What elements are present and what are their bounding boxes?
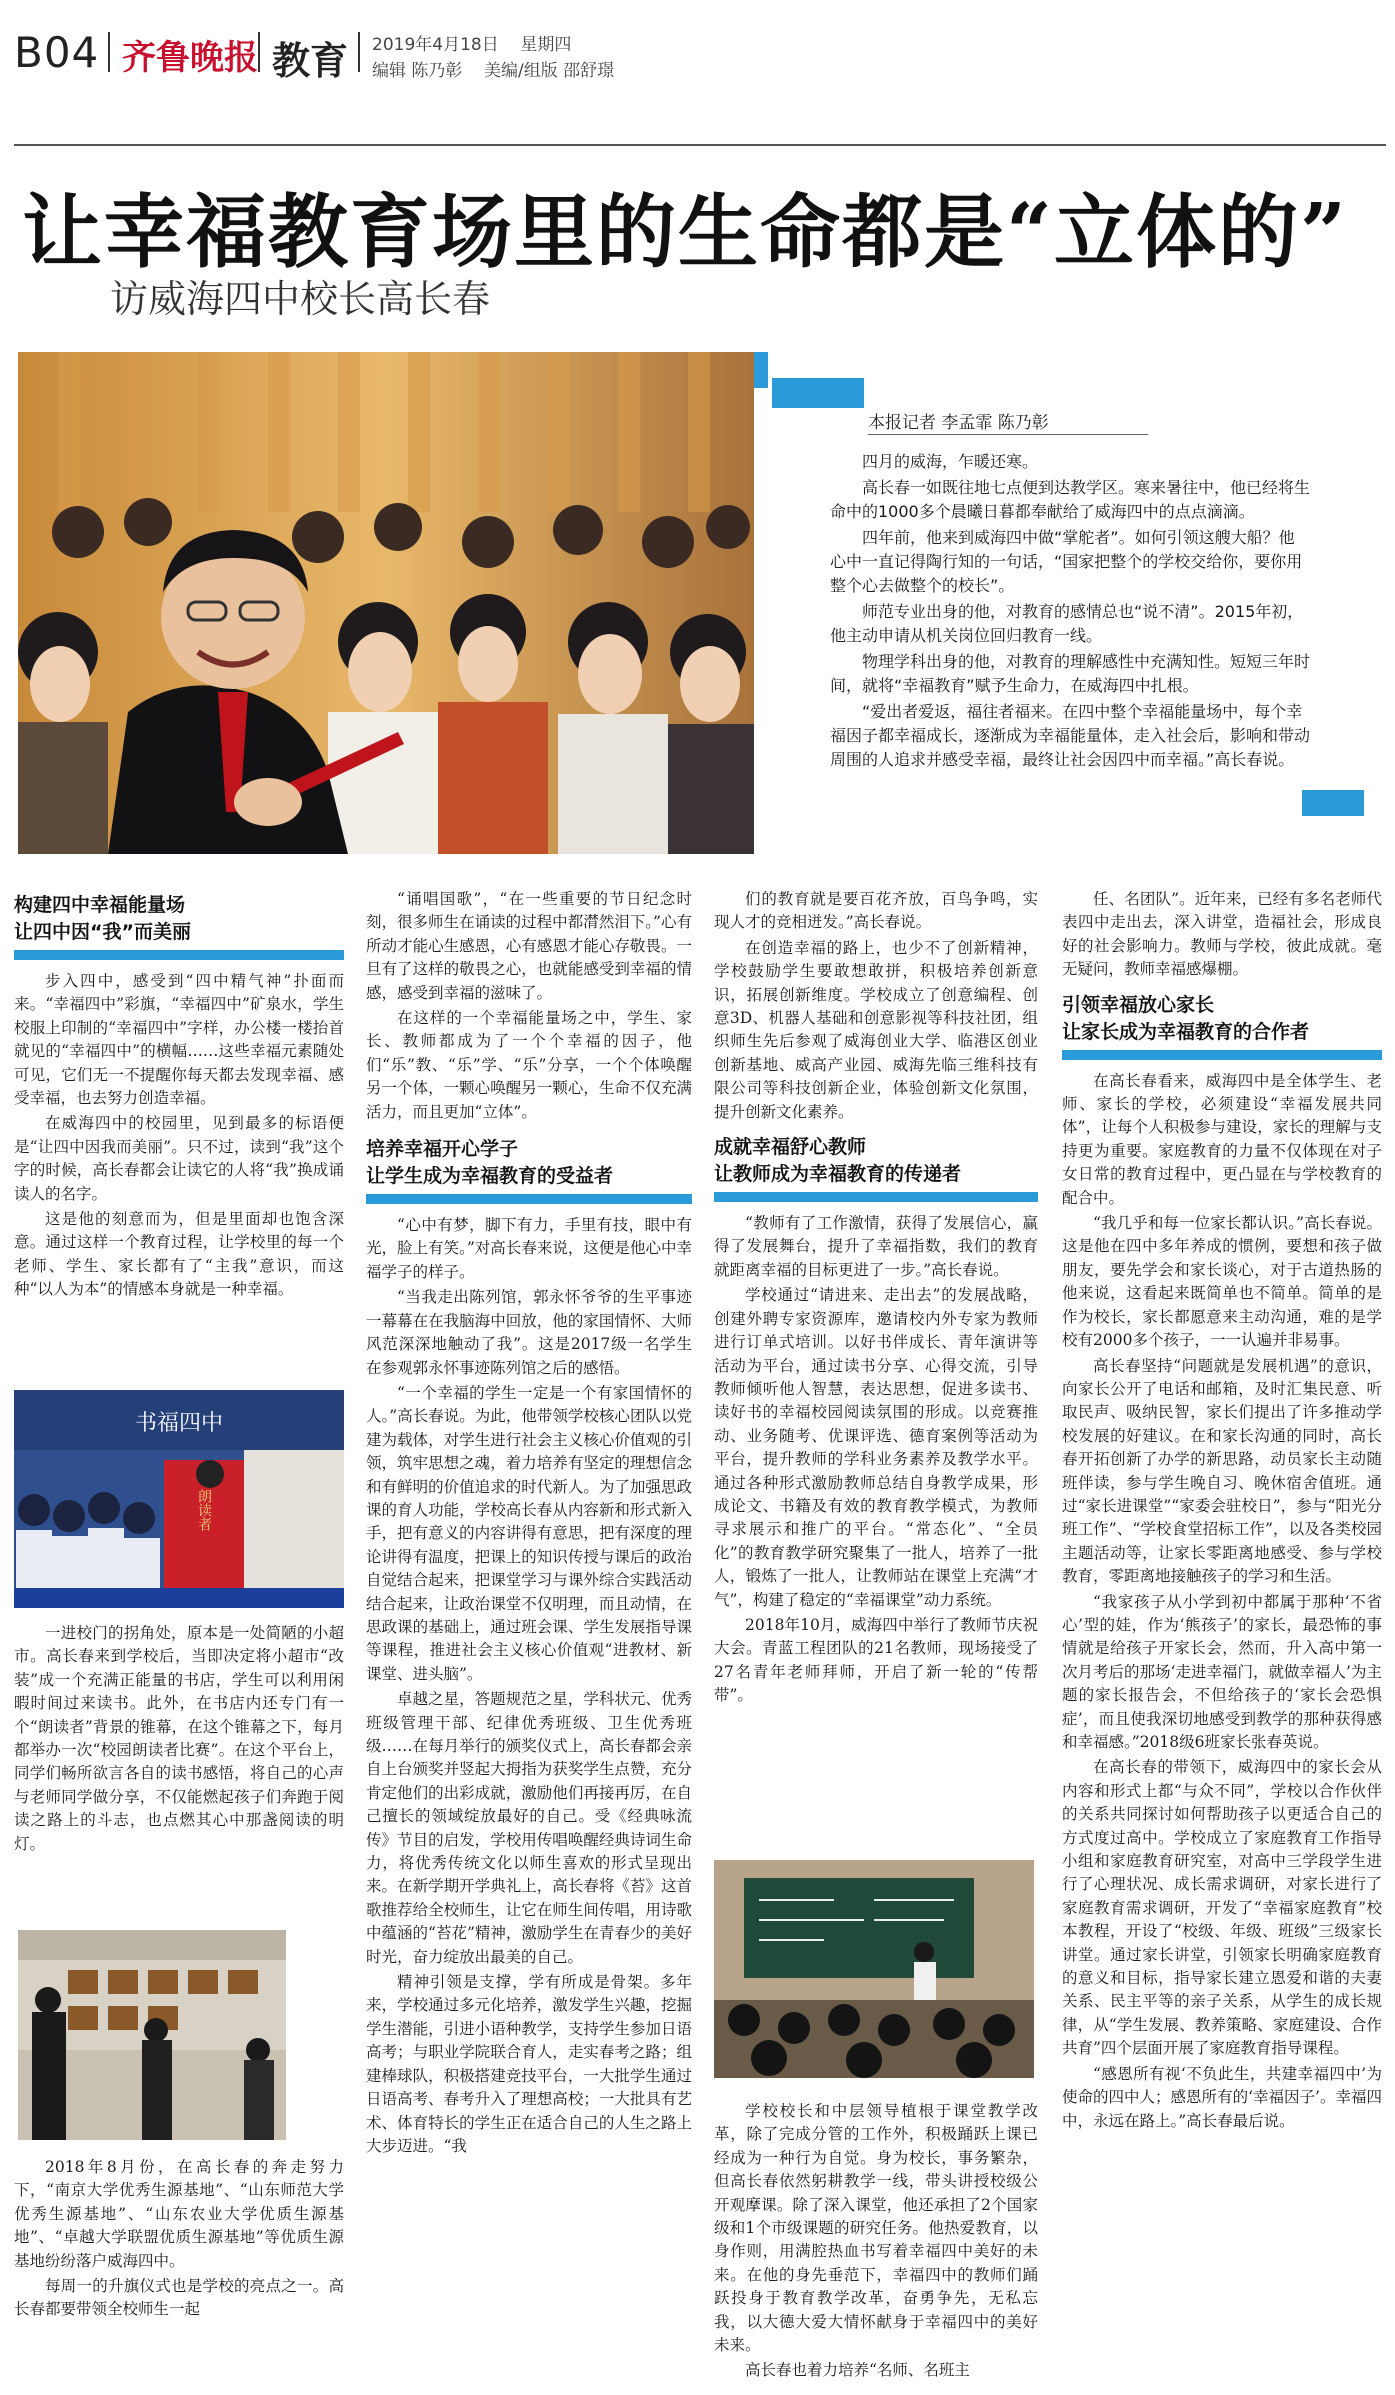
designer-credit: 美编/组版 邵舒璟: [484, 61, 615, 81]
section-heading: [1062, 992, 1382, 1046]
section-heading: [366, 1136, 692, 1190]
blue-accent-block: [772, 378, 864, 408]
intro-paragraph: 四年前，他来到威海四中做“掌舵者”。如何引领这艘大船？他心中一直记得陶行知的一句话，“国家把整个的学校交给你，要你用整个心去做整个的校长”。: [830, 528, 1303, 595]
classroom-photo: [714, 1860, 1034, 2078]
editor-line: [372, 56, 614, 81]
paragraph: 在高长春的带领下，威海四中的家长会从内容和形式上都“与众不同”，学校以合作伙伴的关系共同探讨如何帮助孩子以更适合自己的方式度过高中。学校成立了家庭教育工作指导小组和家庭教育研究室，对高中三学段学生进行了心理状况、成长需求调研，对家长进行了家庭教育需求调研，开发了“幸福家庭教育”校本教程，开设了“校级、年级、班级”三级家长讲堂。通过家长讲堂，引领家长明确家庭教育的意义和目标，指导家长建立恩爱和谐的夫妻关系、民主平等的亲子关系，从学生的成长规律，从“学生发展、教养策略、家庭建设、合作共育”四个层面开展了家庭教育指导课程。: [1062, 1758, 1382, 2058]
paragraph: “我家孩子从小学到初中都属于那种‘不省心’型的娃，作为‘熊孩子’的家长，最恐怖的事情就是给孩子开家长会，然而，升入高中第一次月考后的那场‘走进幸福门，就做幸福人’为主题的家长报告会，不但给孩子的‘家长会恐惧症’，而且使我深切地感受到教学的那种获得感和幸福感。”2018级6班家长张春英说。: [1062, 1592, 1382, 1751]
column-text: [1062, 888, 1382, 982]
paragraph: 2018年8月份，在高长春的奔走努力下，“南京大学优秀生源基地”、“山东师范大学优秀生源基地”、“山东农业大学优质生源基地”、“卓越大学联盟优质生源基地”等优质生源基地纷纷落户威海四中。: [14, 2158, 344, 2270]
paragraph: 精神引领是支撑，学有所成是骨架。多年来，学校通过多元化培养，激发学生兴趣，挖掘学生潜能，引进小语种教学，支持学生参加日语高考；与职业学院联合育人，走实春考之路；组建棒球队，积极搭建竞技平台，一大批学生通过日语高考、春考升入了理想高校；一大批具有艺术、体育特长的学生正在适合自己的人生之路上大步迈进。“我: [366, 1973, 692, 2155]
paper-logo: 齐鲁晚报: [122, 38, 258, 78]
lectern-sign: 朗读者: [196, 1489, 212, 1531]
issue-weekday: 星期四: [520, 35, 572, 55]
paragraph: “心中有梦，脚下有力，手里有技，眼中有光，脸上有笑。”对高长春来说，这便是他心中幸福学子的样子。: [366, 1216, 692, 1281]
section-heading-line: 引领幸福放心家长: [1062, 993, 1215, 1016]
paragraph: 学校校长和中层领导植根于课堂教学改革，除了完成分管的工作外，积极踊跃上课已经成为一种行为自觉。身为校长，事务繁杂，但高长春依然躬耕教学一线，带头讲授校级公开观摩课。除了深入课堂，他还承担了2个国家级和1个市级课题的研究任务。他热爱教育，以身作则，用满腔热血书写着幸福四中美好的未来。在他的身先垂范下，幸福四中的教师们踊跃投身于教育教学改革，奋勇争先，无私忘我，以大德大爱大情怀献身于幸福四中的美好未来。: [714, 2102, 1038, 2355]
headline: 让幸福教育场里的生命都是“立体的”: [22, 185, 1349, 279]
column-1-continued: [14, 1622, 344, 1858]
section-heading-line: 让教师成为幸福教育的传递者: [714, 1163, 962, 1186]
byline: 本报记者 李孟霏 陈乃彰: [868, 413, 1049, 433]
column-text: [366, 1214, 692, 2158]
paragraph: “诵唱国歌”，“在一些重要的节日纪念时刻，很多师生在诵读的过程中都潸然泪下。”心有所动才能心生感恩，心有感恩才能心存敬畏。一旦有了这样的敬畏之心，也就能感受到幸福的情感，感受到幸福的滋味了。: [366, 890, 692, 1002]
hero-photo: [18, 352, 754, 854]
column-4: [1062, 888, 1382, 2135]
intro-paragraph: “爱出者爱返，福往者福来。在四中整个幸福能量场中，每个幸福因子都幸福成长，逐渐成为幸福能量体，走入社会后，影响和带动周围的人追求并感受幸福，最终让社会因四中而幸福。”高长春说。: [830, 702, 1311, 769]
header-divider: [358, 32, 360, 72]
section-name: 教育: [272, 38, 349, 83]
section-heading-line: 培养幸福开心学子: [366, 1138, 519, 1161]
paragraph: “一个幸福的学生一定是一个有家国情怀的人。”高长春说。为此，他带领学校核心团队以党建为载体，对学生进行社会主义核心价值观的引领，筑牢思想之魂，着力培养有坚定的理想信念和有鲜明的价值追求的时代新人。为了加强思政课的育人功能，学校高长春从内容新和形式新入手，把有意义的内容讲得有意思，把有深度的理论讲得有温度，把课上的知识传授与课后的政治自觉结合起来，把课堂学习与课外综合实践活动结合起来，让政治课堂不仅明理，而且动情，在思政课的基础上，通过班会课、学生发展指导课等课程，推进社会主义核心价值观“进教材、新课堂、进头脑”。: [366, 1383, 692, 1683]
intro-paragraph: 高长春一如既往地七点便到达教学区。寒来暑往中，他已经将生命中的1000多个晨曦日暮都奉献给了威海四中的点点滴滴。: [830, 478, 1311, 521]
header-divider: [258, 32, 260, 72]
paragraph: 在高长春看来，威海四中是全体学生、老师、家长的学校，必须建设“幸福发展共同体”，让每个人积极参与建设，家长的理解与支持更为重要。家庭教育的力量不仅体现在对子女日常的教育过程中，更凸显在与学校教育的配合中。: [1062, 1071, 1382, 1207]
column-2: [366, 888, 692, 2160]
section-rule: [714, 1192, 1038, 1202]
section-heading-line: 成就幸福舒心教师: [714, 1136, 867, 1159]
column-3-tail: [714, 2100, 1038, 2385]
header-rule: [14, 144, 1386, 146]
reading-event-photo: [14, 1390, 344, 1608]
paragraph: 们的教育就是要百花齐放，百鸟争鸣，实现人才的竞相迸发。”高长春说。: [714, 890, 1038, 932]
column-text: [366, 888, 692, 1124]
banner-sign: 书福四中: [134, 1411, 224, 1436]
column-3: [714, 888, 1038, 1710]
paragraph: 这是他的刻意而为，但是里面却也饱含深意。通过这样一个教育过程，让学校里的每一个老师、学生、家长都有了“主我”意识，而这种“以人为本”的情感本身就是一种幸福。: [14, 1210, 344, 1299]
visit-photo: [18, 1930, 286, 2140]
paragraph: “当我走出陈列馆，郭永怀爷爷的生平事迹一幕幕在在我脑海中回放，他的家国情怀、大师风范深深地触动了我”。这是2017级一名学生在参观郭永怀事迹陈列馆之后的感悟。: [366, 1288, 692, 1377]
paragraph: 2018年10月，威海四中举行了教师节庆祝大会。青蓝工程团队的21名教师，现场接受了27名青年老师拜师，开启了新一轮的“传帮带”。: [714, 1615, 1038, 1705]
header-divider: [108, 32, 110, 72]
page-code: B04: [14, 28, 100, 77]
blue-accent-block: [1302, 790, 1364, 816]
blue-accent-bar: [754, 352, 768, 388]
issue-date: 2019年4月18日: [372, 35, 499, 55]
column-text: [714, 1212, 1038, 1708]
byline-rule: [868, 434, 1148, 435]
section-rule: [1062, 1050, 1382, 1060]
column-text: [14, 970, 344, 1302]
intro-block: [830, 450, 1310, 774]
paragraph: 每周一的升旗仪式也是学校的亮点之一。高长春都要带领全校师生一起: [14, 2277, 344, 2319]
intro-paragraph: 四月的威海，乍暖还寒。: [862, 452, 1039, 471]
intro-paragraph: 师范专业出身的他，对教育的感情总也“说不清”。2015年初，他主动申请从机关岗位回归教育一线。: [830, 602, 1304, 645]
section-rule: [14, 950, 344, 960]
paragraph: 步入四中，感受到“四中精气神”扑面而来。“幸福四中”彩旗，“幸福四中”矿泉水，学生校服上印制的“幸福四中”字样，办公楼一楼抬首就见的“幸福四中”的横幅……这些幸福元素随处可见，它们无一不提醒你每天都去发现幸福、感受幸福，也去努力创造幸福。: [14, 972, 344, 1108]
section-heading-line: 让家长成为幸福教育的合作者: [1062, 1020, 1310, 1043]
paragraph: 高长春也着力培养“名师、名班主: [745, 2361, 970, 2380]
paragraph: 在威海四中的校园里，见到最多的标语便是“让四中因我而美丽”。只不过，读到“我”这个字的时候，高长春都会让读它的人将“我”换成诵读人的名字。: [14, 1114, 344, 1203]
paragraph: “我几乎和每一位家长都认识。”高长春说。这是他在四中多年养成的惯例，要想和孩子做朋友，要先学会和家长谈心，对于古道热肠的他来说，这看起来既简单也不简单。简单的是作为校长，家长都愿意来主动沟通，难的是学校有2000多个孩子，一一认遍并非易事。: [1062, 1214, 1382, 1350]
paragraph: 卓越之星，答题规范之星，学科状元、优秀班级管理干部、纪律优秀班级、卫生优秀班级……在每月举行的颁奖仪式上，高长春都会亲自上台颁奖并竖起大拇指为获奖学生点赞，充分肯定他们的出彩成就，激励他们再接再厉，在自己擅长的领域绽放最好的自己。受《经典咏流传》节目的启发，学校用传唱唤醒经典诗词生命力，将优秀传统文化以师生喜欢的形式呈现出来。在新学期开学典礼上，高长春将《苔》这首歌推荐给全校师生，让它在师生间传唱，用诗歌中蕴涵的“苔花”精神，激励学生在青春少的美好时光，奋力绽放出最美的自己。: [366, 1690, 692, 1966]
paragraph: “感恩所有视‘不负此生，共建幸福四中’为使命的四中人；感恩所有的‘幸福因子’。幸福四中，永远在路上。”高长春最后说。: [1062, 2064, 1382, 2130]
section-heading-line: 构建四中幸福能量场: [14, 894, 186, 916]
subheadline: 访威海四中校长高长春: [110, 277, 491, 321]
column-text: [1062, 1070, 1382, 2133]
paragraph: 在这样的一个幸福能量场之中，学生、家长、教师都成为了一个个幸福的因子，他们“乐”教、“乐”学、“乐”分享，一个个体唤醒另一个体，一颗心唤醒另一颗心，生命不仅充满活力，而且更加“立体”。: [366, 1009, 692, 1121]
section-heading-line: 让四中因“我”而美丽: [14, 921, 191, 943]
column-1-tail: [14, 2156, 344, 2324]
editor-credit: 编辑 陈乃彰: [372, 61, 463, 81]
paragraph: 一进校门的拐角处，原本是一处简陋的小超市。高长春来到学校后，当即决定将小超市“改装”成一个充满正能量的书店，学生可以利用闲暇时间过来读书。此外，在书店内还专门有一个“朗读者”背景的锥幕，在这个锥幕之下，每月都举办一次“校园朗读者比赛”。在这个平台上，同学们畅所欲言各自的读书感悟，将自己的心声与老师同学做分享，不仅能燃起孩子们奔跑于阅读之路上的斗志，也点燃其心中那盏阅读的明灯。: [14, 1624, 344, 1853]
section-heading-line: 让学生成为幸福教育的受益者: [366, 1165, 614, 1188]
issue-date-line: [372, 30, 571, 55]
paragraph: 学校通过“请进来、走出去”的发展战略，创建外聘专家资源库，邀请校内外专家为教师进行订单式培训。以好书伴成长、青年演讲等活动为平台，通过读书分享、心得交流，引导教师倾听他人智慧，表达思想，促进多读书、读好书的幸福校园阅读氛围的形成。以竞赛推动、业务随考、优课评选、德育案例等活动为平台，提升教师的学科业务素养及教学水平。通过各种形式激励教师总结自身教学成果，形成论文、书籍及有效的教育教学模式，为教师寻求展示和推广的平台。“常态化”、“全员化”的教育教学研究聚集了一批人，培养了一批人，锻炼了一批人，让教师站在课堂上充满“才气”，构建了稳定的“幸福课堂”动力系统。: [714, 1286, 1038, 1609]
paragraph: 任、名团队”。近年来，已经有多名老师代表四中走出去，深入讲堂，造福社会，形成良好的社会影响力。教师与学校，彼此成就。毫无疑问，教师幸福感爆棚。: [1062, 890, 1382, 979]
column-text: [714, 888, 1038, 1124]
paragraph: 高长春坚持“问题就是发展机遇”的意识，向家长公开了电话和邮箱，及时汇集民意、听取民声、吸纳民智，家长们提出了许多推动学校发展的好建议。在和家长沟通的同时，高长春开拓创新了办学的新思路，动员家长主动随班伴读，参与学生晚自习、晚休宿舍值班。通过“家长进课堂”“家委会驻校日”，参与“阳光分班工作”、“学校食堂招标工作”，以及各类校园主题活动等，让家长零距离地感受、参与学校教育，零距离地接触孩子的学习和生活。: [1062, 1356, 1382, 1586]
intro-paragraph: 物理学科出身的他，对教育的理解感性中充满知性。短短三年时间，就将“幸福教育”赋予生命力，在威海四中扎根。: [830, 652, 1311, 695]
section-rule: [366, 1194, 692, 1204]
column-1: [14, 892, 344, 1304]
section-heading: [14, 892, 344, 946]
paragraph: 在创造幸福的路上，也少不了创新精神，学校鼓励学生要敢想敢拼，积极培养创新意识，拓展创新维度。学校成立了创意编程、创意3D、机器人基础和创意影视等科技社团，组织师生先后参观了威海创业大学、临港区创业创新基地、威高产业园、威海先临三维科技有限公司等科技创新企业，体验创新文化氛围，提升创新文化素养。: [714, 938, 1038, 1121]
paragraph: “教师有了工作激情，获得了发展信心，赢得了发展舞台，提升了幸福指数，我们的教育就距离幸福的目标更进了一步。”高长春说。: [714, 1214, 1038, 1279]
section-heading: [714, 1134, 1038, 1188]
